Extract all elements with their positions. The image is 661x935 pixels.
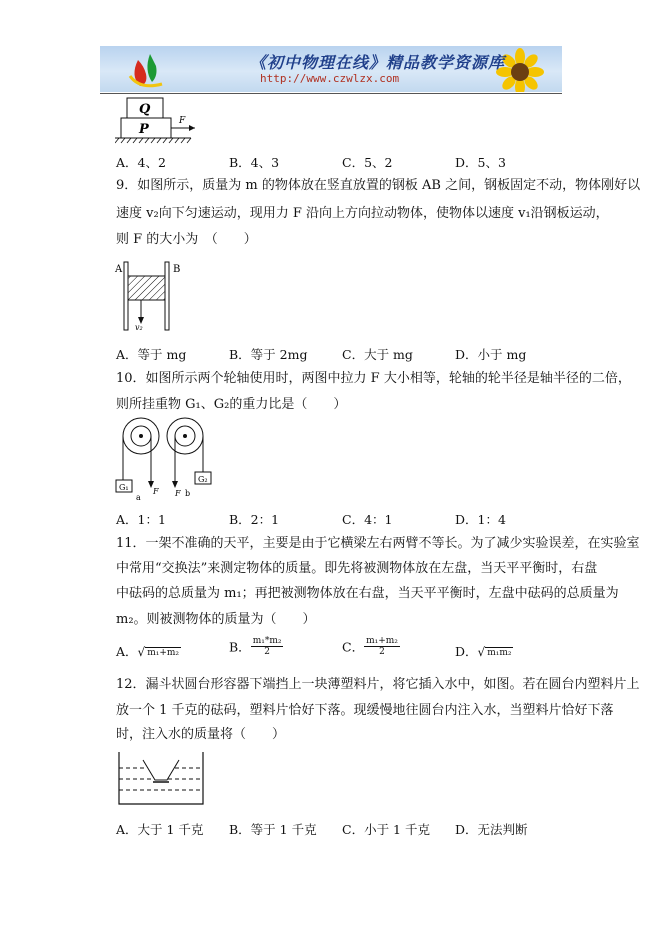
q9-option-a[interactable]: A．等于 mg (116, 347, 187, 362)
q9-label-v: v₂ (135, 323, 143, 332)
q9-label-a: A (115, 264, 123, 275)
q11-option-c-fraction (364, 636, 400, 657)
q9-label-b: B (173, 264, 181, 275)
q11-option-b-label: B． (229, 639, 251, 655)
q10-option-a[interactable]: A．1：1 (116, 512, 166, 527)
q9-text-line1: 9．如图所示，质量为 m 的物体放在竖直放置的钢板 AB 之间，钢板固定不动，物体刚好以 (116, 178, 641, 193)
q11-option-d[interactable]: D．√ m₁m₂ (455, 644, 512, 659)
header-rule (100, 93, 562, 94)
q12-text-line2: 放一个 1 千克的砝码，塑料片恰好下落。现缓慢地往圆台内注入水，当塑料片恰好下落 (116, 703, 614, 718)
q11-option-c-num: m₁+m₂ (366, 636, 398, 646)
banner-title: 《初中物理在线》精品教学资源库 (250, 53, 506, 72)
q10-figure (113, 416, 223, 502)
banner-url[interactable]: http://www.czwlzx.com (260, 72, 400, 85)
q11-text-line2: 中常用“交换法”来测定物体的质量。即先将被测物体放在左盘，当天平平衡时，右盘 (116, 561, 598, 576)
q11-text-line4: m₂。则被测物体的质量为（ ） (116, 612, 316, 627)
q11-option-b-num: m₁*m₂ (252, 636, 282, 646)
q8-label-p: P (139, 122, 149, 137)
q11-option-d-label: D． (455, 644, 478, 659)
q12-option-a[interactable]: A．大于 1 千克 (116, 822, 204, 837)
q8-label-q: Q (139, 102, 151, 117)
q12-option-c[interactable]: C．小于 1 千克 (342, 822, 430, 837)
q12-figure (113, 748, 208, 808)
q12-option-b[interactable]: B．等于 1 千克 (229, 822, 317, 837)
q8-option-d[interactable]: D．5、3 (455, 155, 506, 170)
q8-figure (115, 96, 205, 146)
q11-text-line1: 11．一架不准确的天平，主要是由于它横梁左右两臂不等长。为了减少实验误差，在实验室 (116, 536, 640, 551)
q10-text-line1: 10．如图所示两个轮轴使用时，两图中拉力 F 大小相等，轮轴的轮半径是轴半径的二倍， (116, 371, 631, 386)
q11-option-b-fraction (251, 636, 284, 657)
q12-option-d[interactable]: D．无法判断 (455, 822, 528, 837)
q10-label-a: a (136, 493, 141, 502)
q9-option-d[interactable]: D．小于 mg (455, 347, 527, 362)
q11-option-a[interactable]: A．√ m₁+m₂ (116, 644, 180, 659)
q10-label-g2: G₂ (198, 475, 208, 484)
q10-label-f1: F (153, 487, 159, 496)
logo-icon (130, 54, 162, 86)
q8-option-a[interactable]: A．4、2 (116, 155, 166, 170)
q8-option-c[interactable]: C．5、2 (342, 155, 393, 170)
q10-option-b[interactable]: B．2：1 (229, 512, 280, 527)
q10-option-d[interactable]: D．1：4 (455, 512, 506, 527)
q11-option-a-label: A． (116, 644, 138, 659)
q11-option-c-label: C． (342, 639, 365, 655)
q11-option-b[interactable] (229, 636, 283, 657)
q11-option-d-expr: m₁m₂ (487, 648, 512, 658)
q10-label-f2: F (175, 489, 181, 498)
q11-option-a-expr: m₁+m₂ (147, 648, 180, 658)
q11-option-c[interactable] (342, 636, 400, 657)
q10-option-c[interactable]: C．4：1 (342, 512, 393, 527)
q9-option-c[interactable]: C．大于 mg (342, 347, 413, 362)
q9-figure (113, 258, 193, 334)
q8-label-f: F (179, 116, 186, 126)
q9-text-line2: 速度 v₂向下匀速运动，现用力 F 沿向上方向拉动物体，使物体以速度 v₁沿钢板运动， (116, 206, 609, 221)
q11-text-line3: 中砝码的总质量为 m₁；再把被测物体放在右盘，当天平平衡时，左盘中砝码的总质量为 (116, 586, 619, 601)
q9-text-line3: 则 F 的大小为 （ ） (116, 232, 257, 247)
q9-option-b[interactable]: B．等于 2mg (229, 347, 308, 362)
q10-text-line2: 则所挂重物 G₁、G₂的重力比是（ ） (116, 397, 347, 412)
q10-label-b: b (185, 489, 191, 498)
header-banner (100, 46, 562, 92)
q8-option-b[interactable]: B．4、3 (229, 155, 280, 170)
q11-option-b-den: 2 (264, 647, 270, 657)
q12-text-line3: 时，注入水的质量将（ ） (116, 727, 286, 742)
q12-text-line1: 12．漏斗状圆台形容器下端挡上一块薄塑料片，将它插入水中，如图。若在圆台内塑料片上 (116, 677, 640, 692)
q11-option-c-den: 2 (379, 647, 385, 657)
q10-label-g1: G₁ (119, 483, 129, 492)
